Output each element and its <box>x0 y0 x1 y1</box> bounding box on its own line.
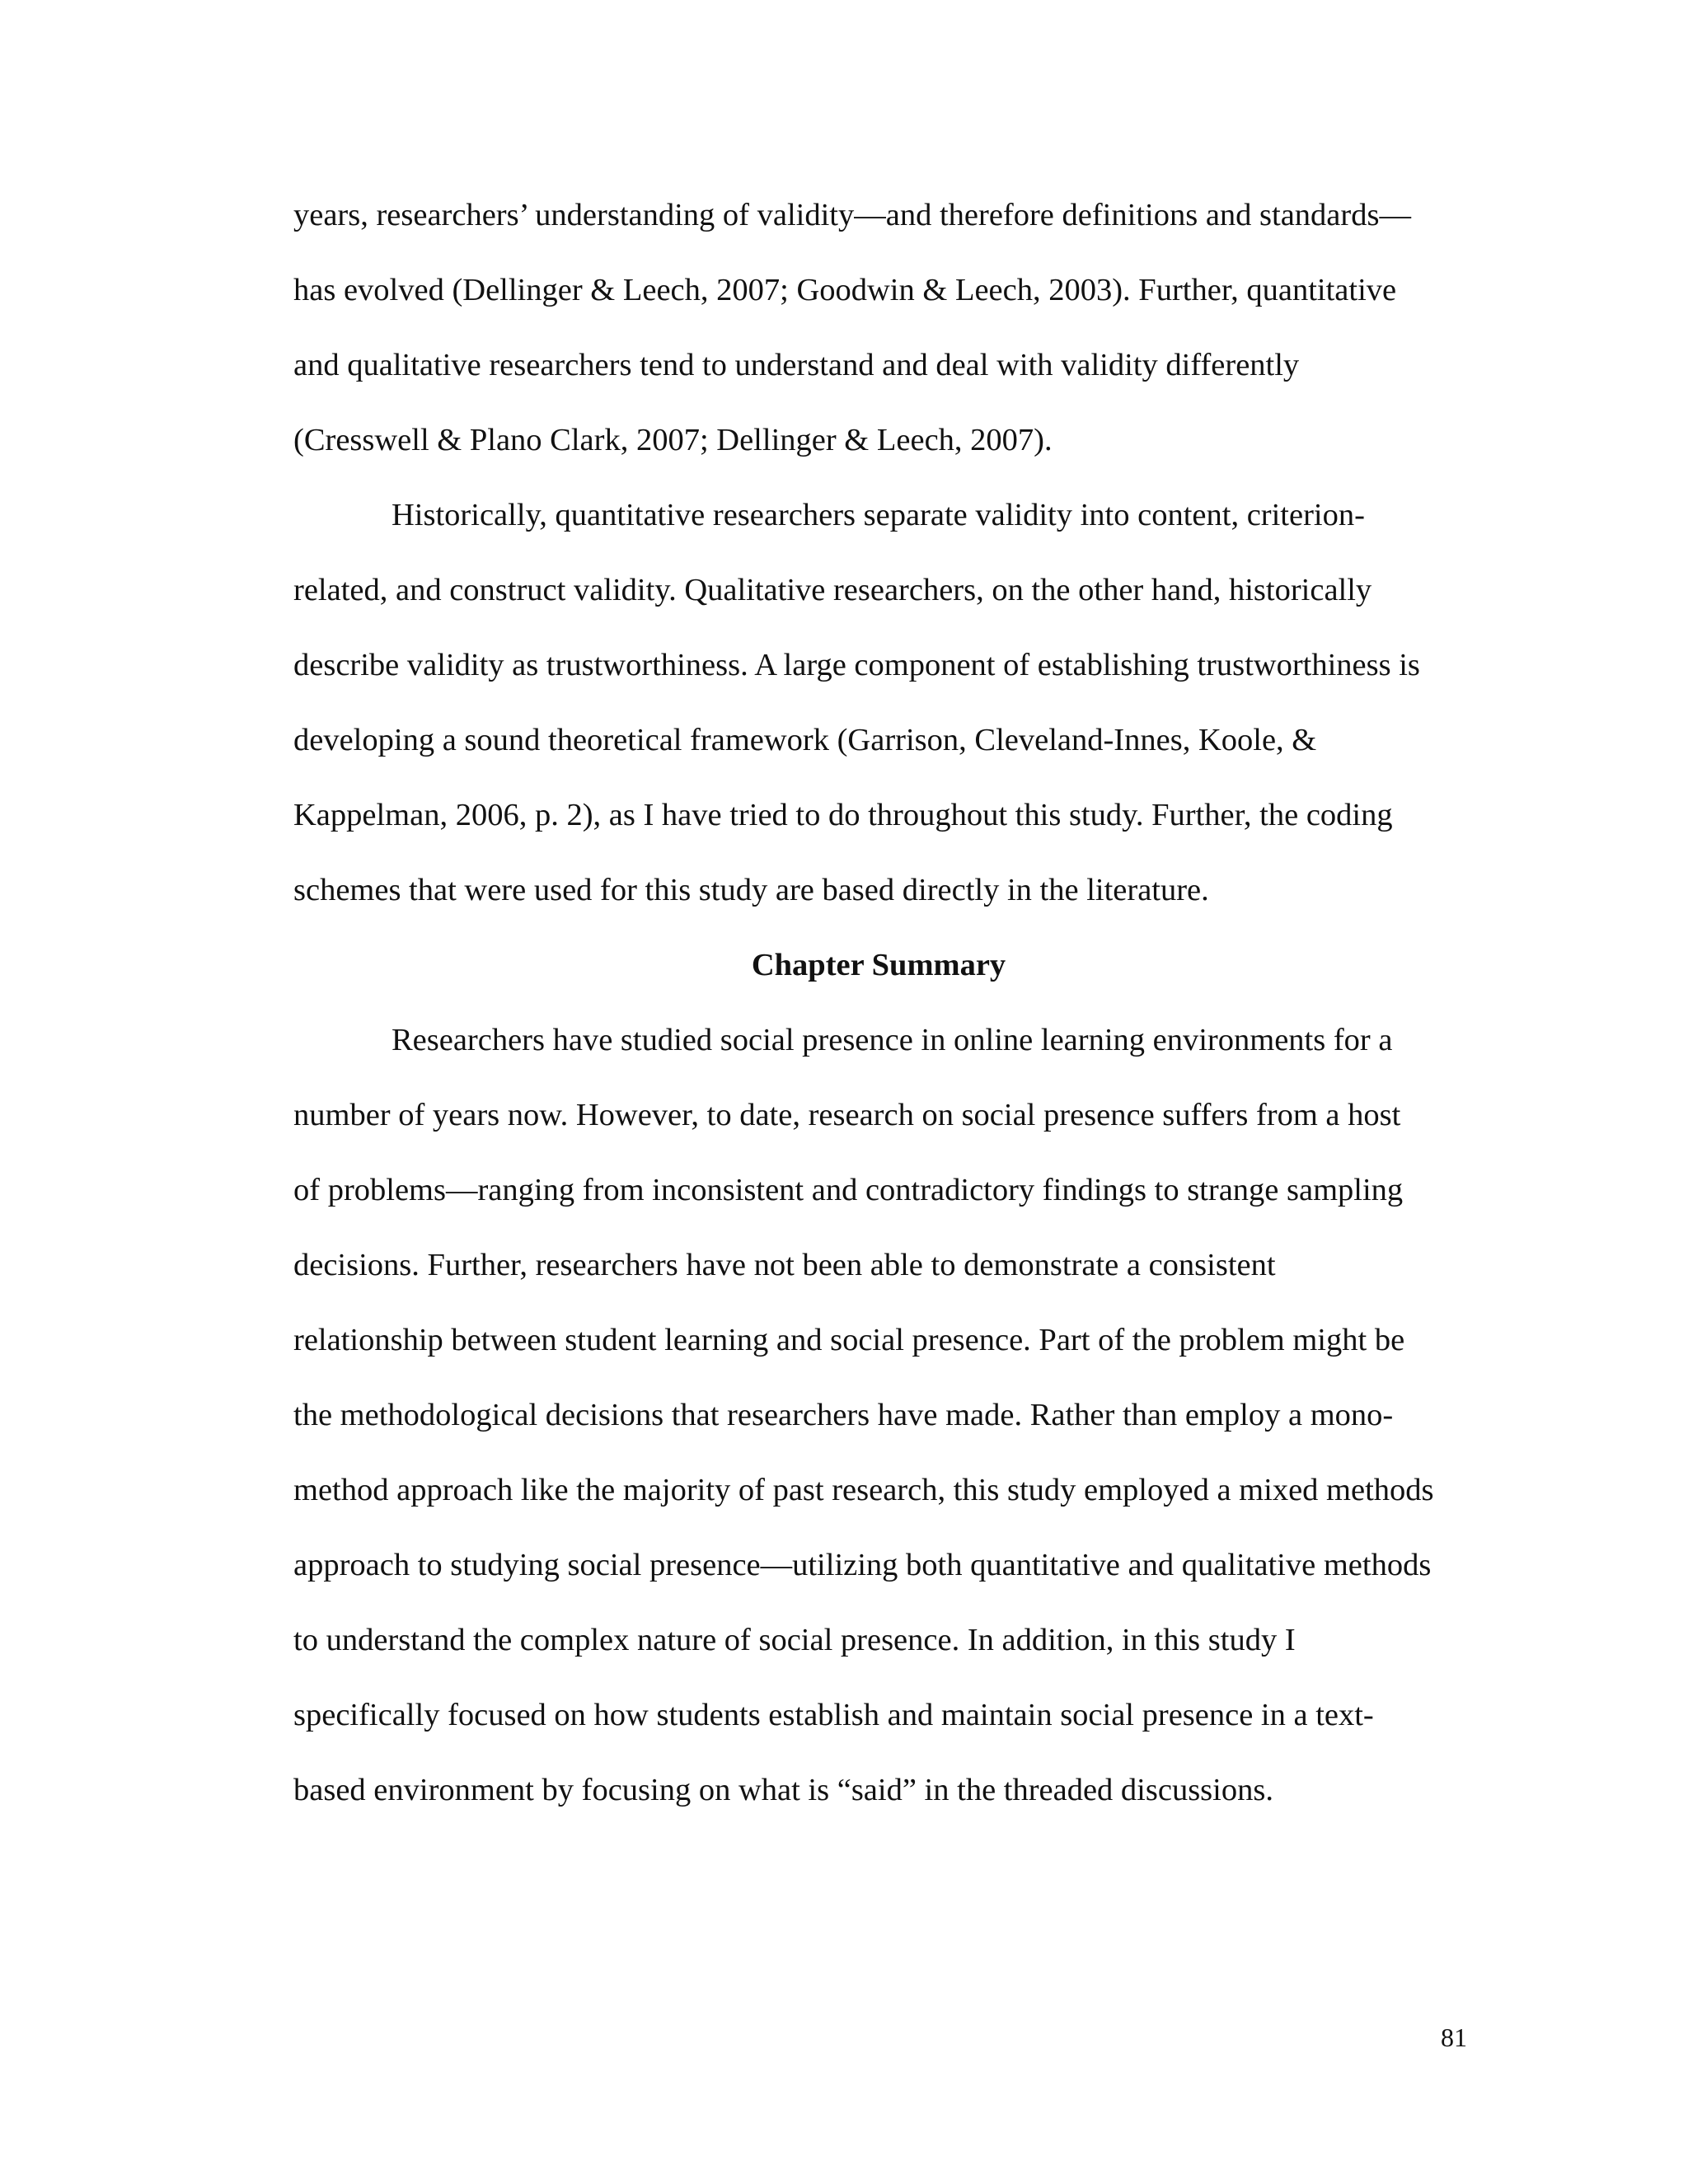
paragraph-3-line-9: to understand the complex nature of social presence. In addition, in this study I <box>293 1623 1296 1657</box>
paragraph-2-line-6: schemes that were used for this study are based directly in the literature. <box>293 873 1209 907</box>
paragraph-1-line-1: years, researchers’ understanding of validity—and therefore definitions and standards— <box>293 198 1411 232</box>
paragraph-2-line-3: describe validity as trustworthiness. A large component of establishing trustworthiness is <box>293 648 1420 682</box>
paragraph-3-line-1: Researchers have studied social presence in online learning environments for a <box>392 1023 1393 1057</box>
paragraph-1-line-2: has evolved (Dellinger & Leech, 2007; Goodwin & Leech, 2003). Further, quantitative <box>293 273 1397 307</box>
paragraph-3-line-8: approach to studying social presence—utilizing both quantitative and qualitative methods <box>293 1548 1432 1582</box>
paragraph-3-line-3: of problems—ranging from inconsistent and contradictory findings to strange sampling <box>293 1173 1404 1207</box>
paragraph-2-line-1: Historically, quantitative researchers separate validity into content, criterion- <box>392 498 1365 532</box>
paragraph-3-line-6: the methodological decisions that researchers have made. Rather than employ a mono- <box>293 1398 1394 1432</box>
paragraph-3-line-2: number of years now. However, to date, research on social presence suffers from a host <box>293 1098 1401 1132</box>
section-heading: Chapter Summary <box>751 948 1006 982</box>
paragraph-3-line-10: specifically focused on how students establish and maintain social presence in a text- <box>293 1698 1374 1732</box>
paragraph-3-line-7: method approach like the majority of past research, this study employed a mixed methods <box>293 1473 1434 1507</box>
paragraph-2-line-4: developing a sound theoretical framework (Garrison, Cleveland-Innes, Koole, & <box>293 723 1317 757</box>
paragraph-3-line-4: decisions. Further, researchers have not been able to demonstrate a consistent <box>293 1248 1276 1282</box>
page-number: 81 <box>1441 2022 1467 2052</box>
paragraph-3-line-5: relationship between student learning and social presence. Part of the problem might be <box>293 1323 1405 1357</box>
paragraph-1-line-3: and qualitative researchers tend to understand and deal with validity differently <box>293 348 1300 382</box>
paragraph-2-line-2: related, and construct validity. Qualitative researchers, on the other hand, historically <box>293 573 1372 607</box>
paragraph-1-line-4: (Cresswell & Plano Clark, 2007; Dellinger & Leech, 2007). <box>293 423 1053 457</box>
paragraph-3-line-11: based environment by focusing on what is “said” in the threaded discussions. <box>293 1773 1273 1807</box>
paragraph-2-line-5: Kappelman, 2006, p. 2), as I have tried to do throughout this study. Further, the coding <box>293 798 1393 832</box>
